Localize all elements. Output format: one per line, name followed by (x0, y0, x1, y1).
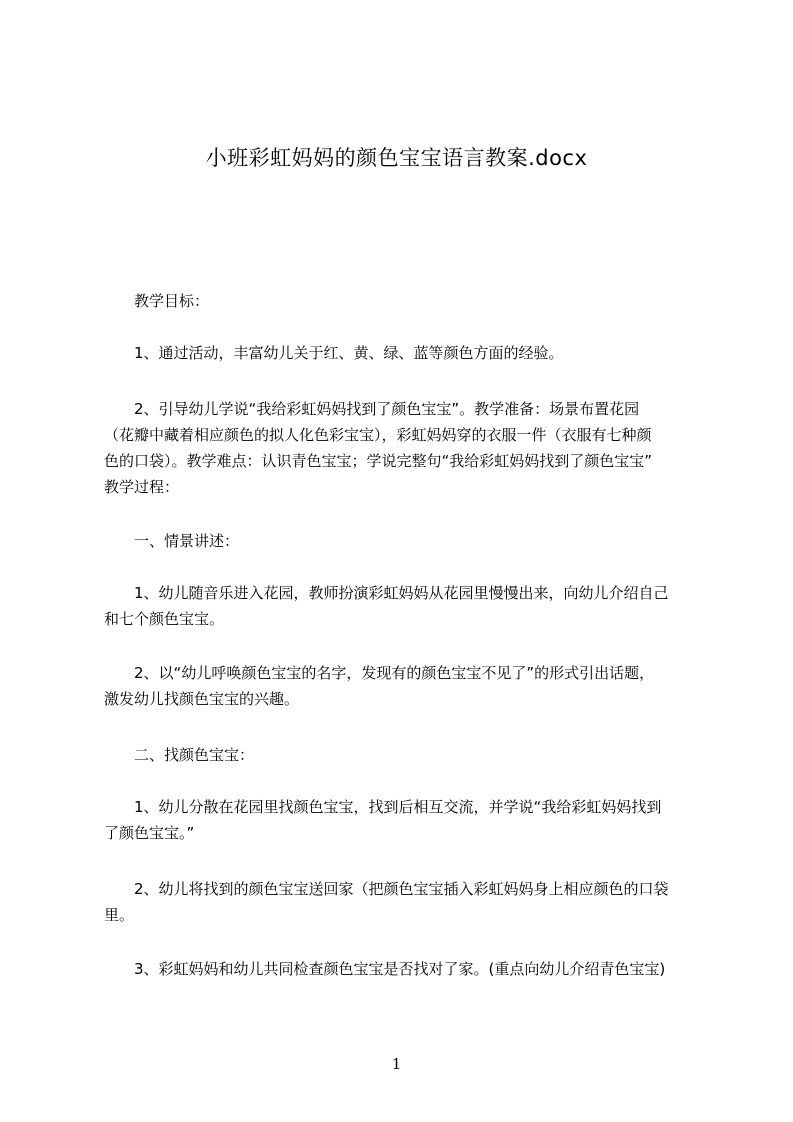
goal-heading-paragraph (104, 288, 714, 314)
paragraph-line: 1、通过活动，丰富幼儿关于红、黄、绿、蓝等颜色方面的经验。 (104, 344, 564, 362)
section-2-item-2-paragraph (104, 876, 714, 928)
paragraph-line: 教学过程： (104, 478, 180, 496)
paragraph-line: 1、幼儿分散在花园里找颜色宝宝，找到后相互交流，并学说“我给彩虹妈妈找到 (104, 798, 662, 816)
page-number: 1 (391, 1055, 402, 1073)
paragraph-line: 里。 (104, 906, 135, 924)
paragraph-line: （花瓣中藏着相应颜色的拟人化色彩宝宝），彩虹妈妈穿的衣服一件（衣服有七种颜 (104, 426, 652, 444)
section-2-heading-paragraph (104, 742, 714, 768)
section-1-item-2-paragraph (104, 660, 714, 712)
paragraph-line: 2、引导幼儿学说“我给彩虹妈妈找到了颜色宝宝”。教学准备：场景布置花园 (104, 400, 640, 418)
paragraph-line: 教学目标： (104, 292, 210, 310)
section-1-item-1-paragraph (104, 580, 714, 632)
paragraph-line: 和七个颜色宝宝。 (104, 610, 225, 628)
goal-1-paragraph (104, 340, 714, 366)
paragraph-line: 激发幼儿找颜色宝宝的兴趣。 (104, 690, 300, 708)
paragraph-line: 2、以“幼儿呼唤颜色宝宝的名字，发现有的颜色宝宝不见了”的形式引出话题， (104, 664, 655, 682)
paragraph-line: 3、彩虹妈妈和幼儿共同检查颜色宝宝是否找对了家。(重点向幼儿介绍青色宝宝) (104, 960, 666, 978)
section-1-heading-paragraph (104, 528, 714, 554)
section-2-item-3-paragraph (104, 956, 714, 982)
paragraph-line: 色的口袋）。教学难点：认识青色宝宝；学说完整句“我给彩虹妈妈找到了颜色宝宝” (104, 452, 653, 470)
section-2-item-1-paragraph (104, 794, 714, 846)
paragraph-line: 一、情景讲述： (104, 532, 240, 550)
document-title: 小班彩虹妈妈的颜色宝宝语言教案.docx (205, 146, 588, 170)
goal-2-paragraph (104, 396, 714, 500)
paragraph-line: 了颜色宝宝。” (104, 824, 195, 842)
paragraph-line: 二、找颜色宝宝： (104, 746, 255, 764)
paragraph-line: 2、幼儿将找到的颜色宝宝送回家（把颜色宝宝插入彩虹妈妈身上相应颜色的口袋 (104, 880, 669, 898)
paragraph-line: 1、幼儿随音乐进入花园，教师扮演彩虹妈妈从花园里慢慢出来，向幼儿介绍自己 (104, 584, 669, 602)
